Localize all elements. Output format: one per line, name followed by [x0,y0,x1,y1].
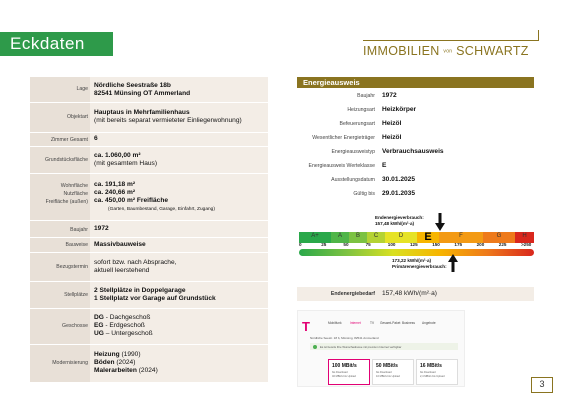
energy-tick-label: 200 [476,242,485,247]
energy-class-letter: A+ [311,233,319,239]
telekom-logo-icon: T [302,319,310,334]
availability-note: Es ist bereits Ihre Wunschadresse mit premium Internet verfügbar [310,343,458,350]
row-bezugstermin: Bezugstermin sofort bzw. nach Absprache, aktuell leerstehend [30,253,268,282]
ea-row-energietraeger: Wesentlicher Energieträger Heizöl [312,134,402,141]
logo-text: IMMOBILIEN von SCHWARTZ [363,44,529,58]
energy-class-b [349,232,367,243]
energy-class-letter: B [355,233,360,239]
tab-mobilfunk[interactable]: Mobilfunk [328,321,342,325]
tab-tv[interactable]: TV [370,321,375,325]
endenergie-arrow-icon [435,213,445,231]
telekom-availability-screenshot [297,310,465,387]
header-bar [0,32,113,56]
speed-card-50[interactable]: 50 MBit/s bis Download 10 MBit/s bis Upload [372,359,414,385]
row-flaechen: Wohnfläche Nutzfläche Freifläche (außen) ca. 191,18 m² ca. 240,66 m² ca. 450,00 m² Freifläche (Garten, Baumbestand, Garage, Einfahrt, Zugang) [30,174,268,221]
energy-tick-label: 175 [454,242,463,247]
energieausweis-header: Energieausweis [297,77,534,88]
check-icon [313,345,317,349]
row-geschosse: Geschosse DG - Dachgeschoß EG - Erdgeschoß UG – Untergeschoß [30,309,268,345]
energy-tick-label: >250 [521,242,532,247]
ea-row-ausweistyp: Energieausweistyp Verbrauchsausweis [331,148,444,155]
energy-class-letter: F [459,233,463,239]
address-text: Nördliche Seestr. 18 b, Münsing, 82541 Ammerland [310,336,379,340]
ea-row-ausstellungsdatum: Ausstellungsdatum 30.01.2025 [331,176,416,183]
row-baujahr: Baujahr 1972 [30,221,268,238]
tab-business[interactable]: Business [402,321,415,325]
energy-tick-label: 50 [343,242,349,247]
energy-class-letter: H [522,233,527,239]
endenergiebedarf-row: Endenergiebedarf 157,48 kWh/(m²·a) [297,287,534,301]
logo-line [363,40,539,41]
energy-class-letter: D [398,233,404,239]
row-zimmer: Zimmer Gesamt 6 [30,133,268,147]
row-modernisierung: Modernisierung Heizung (1990) Böden (2024) Malerarbeiten (2024) [30,345,268,382]
row-lage: Lage Nördliche Seestraße 18b 82541 Münsing OT Ammerland [30,77,268,103]
page-number: 3 [531,377,553,393]
energy-tick-label: 125 [410,242,418,247]
ea-row-gueltig-bis: Gültig bis 29.01.2035 [353,190,416,197]
energy-tick-label: 25 [321,242,327,247]
primaerenergie-annotation: 173,22 kWh/(m²·a) Primärenergieverbrauch: [392,258,447,269]
tab-angebote[interactable]: Angebote [422,321,436,325]
energy-class-letter: G [496,233,502,239]
page-title: Eckdaten [10,34,85,53]
endenergie-annotation: Endenergieverbrauch: 157,48 kWh/(m²·a) [375,215,424,226]
row-grundstueck: Grundstücksfläche ca. 1.060,00 m² (mit gesamtem Haus) [30,147,268,174]
energy-gradient-bar [299,249,534,256]
energy-class-letter: C [373,233,379,239]
energy-tick-label: 0 [299,242,302,247]
ea-row-baujahr: Baujahr 1972 [357,92,397,99]
energy-tick-label: 100 [387,242,396,247]
energy-tick-label: 150 [432,242,440,247]
ea-row-heizungsart: Heizungsart Heizkörper [347,106,417,113]
energy-class-letter: A [337,233,342,239]
energy-class-letter: E [424,231,432,243]
ea-row-befeuerungsart: Befeuerungsart Heizöl [339,120,402,127]
speed-card-100[interactable]: 100 MBit/s bis Download 40 MBit/s bis Upload [328,359,370,385]
primaerenergie-arrow-icon [448,254,458,272]
details-panel [30,77,268,382]
tab-gesamt-paket[interactable]: Gesamt-Paket [380,321,401,325]
energy-tick-label: 225 [498,242,507,247]
row-bauweise: Bauweise Massivbauweise [30,238,268,253]
row-objektart: Objektart Hauptaus in Mehrfamilienhaus (mit bereits separat vermieteter Einliegerwohnung) [30,103,268,133]
energy-tick-label: 75 [365,242,371,247]
row-stellplaetze: Stellplätze 2 Stellplätze in Doppelgarage 1 Stellplatz vor Garage auf Grundstück [30,282,268,309]
company-logo [363,40,539,62]
speed-card-16[interactable]: 16 MBit/s bis Download 2,4 MBit/s bis Upload [416,359,458,385]
ea-row-werteklasse: Energieausweis Werteklasse E [308,162,387,169]
tab-internet[interactable]: Internet [350,321,361,325]
